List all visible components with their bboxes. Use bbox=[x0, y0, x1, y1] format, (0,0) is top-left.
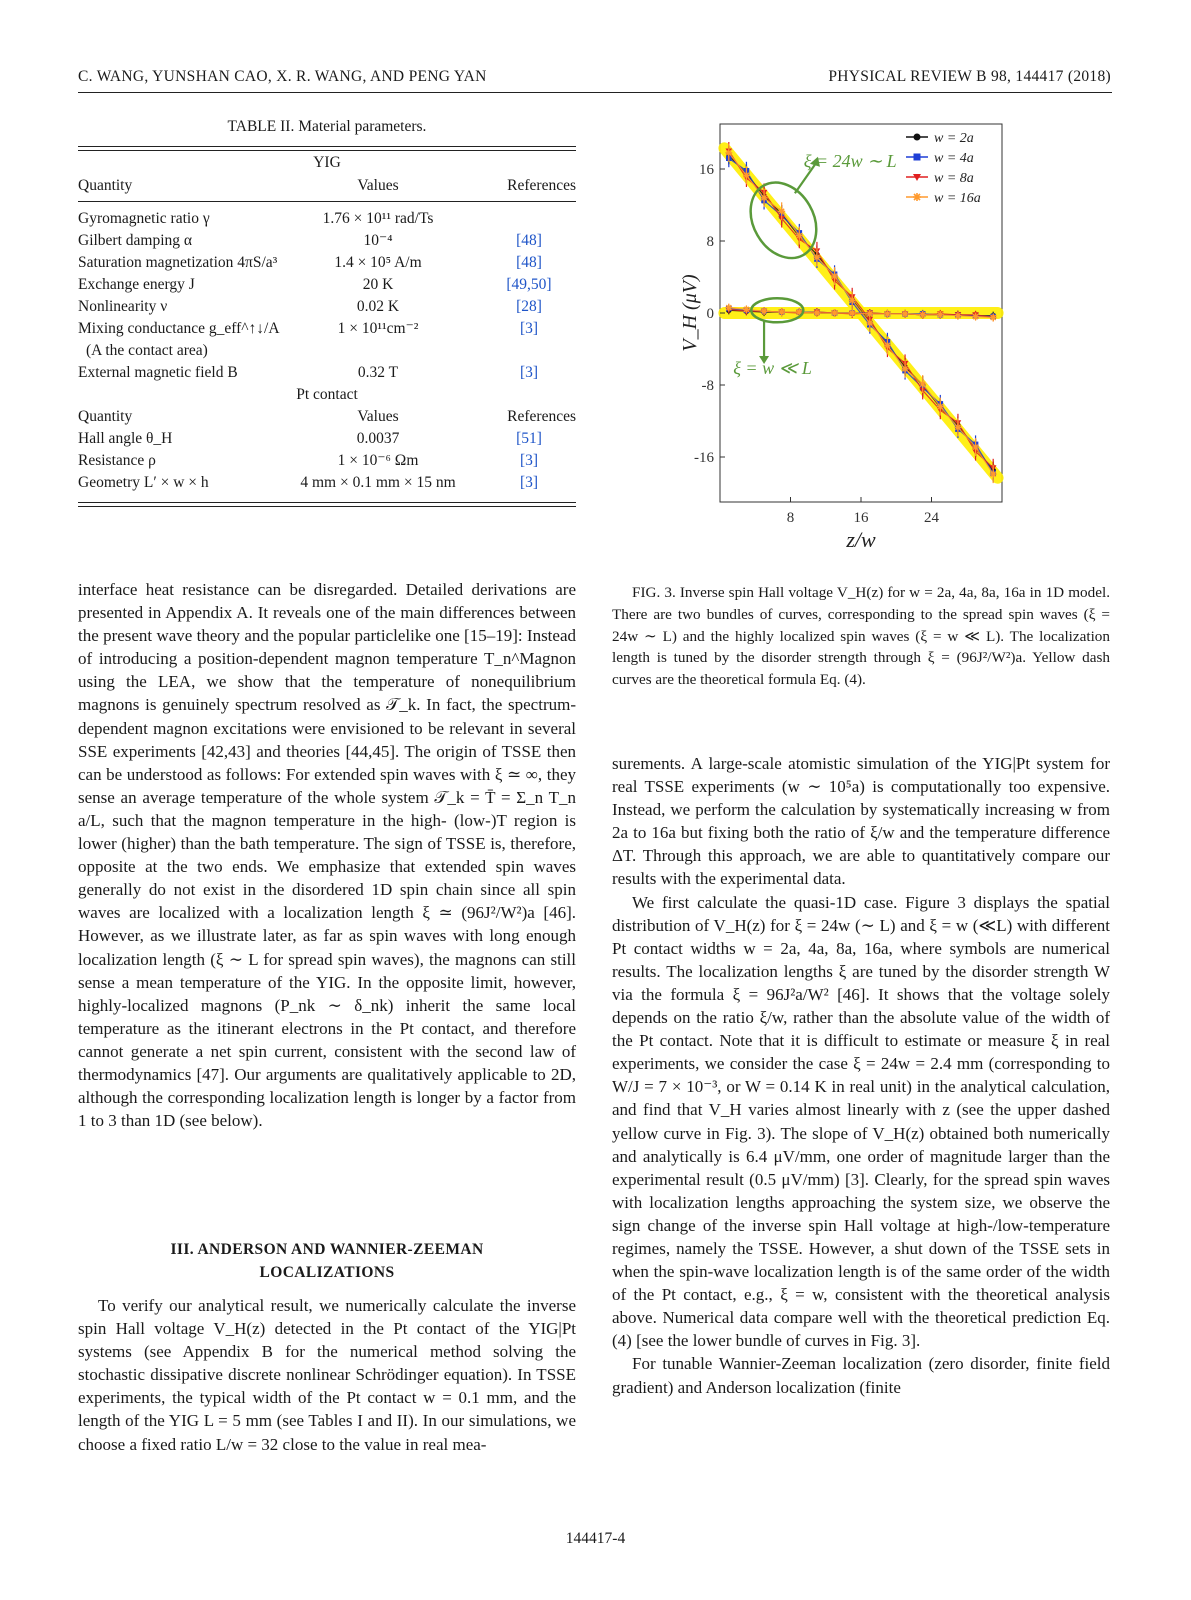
section-heading-line-2: LOCALIZATIONS bbox=[259, 1264, 395, 1281]
data-point bbox=[761, 308, 768, 315]
data-point bbox=[831, 273, 838, 280]
y-axis-label: V_H (μV) bbox=[679, 274, 701, 352]
left-column bbox=[78, 578, 576, 1132]
running-header-authors: C. WANG, YUNSHAN CAO, X. R. WANG, AND PENG YAN bbox=[78, 68, 487, 85]
data-point bbox=[866, 319, 873, 326]
table-section-pt: Pt contact bbox=[296, 386, 358, 403]
cell-value: 10⁻⁴ bbox=[363, 232, 393, 249]
x-tick-label: 8 bbox=[786, 510, 795, 526]
pt-rows bbox=[78, 428, 576, 494]
cell-quantity: (A the contact area) bbox=[86, 342, 208, 359]
data-point bbox=[990, 471, 997, 478]
figure-3-chart bbox=[660, 112, 1120, 562]
right-column bbox=[612, 752, 1110, 1399]
table-header-row-pt bbox=[78, 406, 576, 428]
data-point bbox=[796, 232, 803, 239]
table-bottom-rule bbox=[78, 502, 576, 507]
data-point bbox=[725, 149, 732, 156]
data-point bbox=[972, 313, 979, 320]
data-point bbox=[725, 304, 732, 311]
cell-quantity: Geometry L′ × w × h bbox=[78, 474, 209, 491]
cell-reference[interactable]: [28] bbox=[516, 298, 542, 315]
data-point bbox=[778, 208, 785, 215]
cell-reference[interactable]: [3] bbox=[519, 474, 539, 491]
table-row bbox=[78, 230, 576, 252]
table-title: TABLE II. Material parameters. bbox=[227, 118, 427, 135]
legend-label: w = 16a bbox=[934, 191, 981, 206]
cell-reference[interactable]: [51] bbox=[516, 430, 542, 447]
col-header-values: Values bbox=[357, 177, 399, 194]
col-header-references: References bbox=[507, 177, 576, 194]
legend-label: w = 4a bbox=[934, 151, 974, 166]
data-point bbox=[884, 342, 891, 349]
cell-reference[interactable]: [49,50] bbox=[506, 276, 552, 293]
material-parameters-table bbox=[78, 146, 576, 507]
cell-value: 0.32 T bbox=[357, 364, 399, 381]
legend-label: w = 2a bbox=[934, 131, 974, 146]
legend-marker bbox=[913, 193, 921, 201]
right-paragraph-3: For tunable Wannier-Zeeman localization (zero disorder, finite field gradient) and Anderson localization (finite bbox=[612, 1354, 1110, 1397]
data-point bbox=[866, 310, 873, 317]
cell-value: 1.4 × 10⁵ A/m bbox=[334, 254, 422, 271]
cell-quantity: Gilbert damping α bbox=[78, 232, 193, 249]
cell-quantity: Nonlinearity ν bbox=[78, 298, 168, 315]
data-point bbox=[849, 310, 856, 317]
figure-caption-text: FIG. 3. Inverse spin Hall voltage V_H(z) for w = 2a, 4a, 8a, 16a in 1D model. There are two bundles of curves, corresponding to the spread spin waves (ξ = 24w ∼ L) and the highly localized spin waves (ξ = w ≪ L). The localization length is tuned by the disorder strength through ξ = (96J²/W²)a. Yellow dash curves are the theoretical formula Eq. (4). bbox=[612, 584, 1110, 689]
figure-caption bbox=[612, 582, 1110, 691]
cell-quantity: Resistance ρ bbox=[78, 452, 156, 469]
cell-quantity: Hall angle θ_H bbox=[78, 430, 173, 447]
table-row bbox=[78, 208, 576, 230]
cell-value: 1.76 × 10¹¹ rad/Ts bbox=[322, 210, 434, 227]
col-header-references: References bbox=[507, 408, 576, 425]
cell-quantity: External magnetic field B bbox=[78, 364, 238, 381]
x-tick-label: 16 bbox=[853, 510, 869, 526]
data-point bbox=[831, 310, 838, 317]
data-point bbox=[937, 403, 944, 410]
data-point bbox=[761, 194, 768, 201]
table-row bbox=[78, 362, 576, 384]
data-point bbox=[813, 310, 820, 317]
table-row bbox=[78, 274, 576, 296]
table-row bbox=[78, 340, 576, 362]
data-point bbox=[972, 444, 979, 451]
table-row bbox=[78, 252, 576, 274]
cell-value: 1 × 10¹¹cm⁻² bbox=[337, 320, 419, 337]
table-row bbox=[78, 296, 576, 318]
annotation-label-localized: ξ = w ≪ L bbox=[733, 358, 812, 379]
page-number: 144417-4 bbox=[565, 1530, 626, 1547]
data-point bbox=[884, 310, 891, 317]
right-paragraph-2: We first calculate the quasi-1D case. Figure 3 displays the spatial distribution of V_H(z) for ξ = 24w (∼ L) and ξ = w (≪L) with different Pt contact widths w = 2a, 4a, 8a, 16a, where symbols are numerical results. The localization lengths ξ are tuned by the disorder strength W via the formula ξ = 96J²a/W² [46]. It shows that the voltage solely depends on the ratio ξ/w, rather than the absolute value of the width of the Pt contact. Note that it is difficult to estimate or measure ξ in real experiments, we consider the case ξ = 24w = 2.4 mm (corresponding to W/J = 7 × 10⁻³, or W = 0.14 K in real unit) in the analytical calculation, and find that V_H varies almost linearly with z (see the upper dashed yellow curve in Fig. 3). The slope of V_H(z) obtained both numerically and analytically is 6.4 μV/mm, one order of magnitude larger than the experimental result (0.5 μV/mm) [3]. Clearly, for the spread spin waves with localization lengths approaching the system size, we observe the sign change of the inverse spin Hall voltage at high-/low-temperature regimes, namely the TSSE. However, a shut down of the TSSE sets in when the spin-wave localization length is of the same order of the width of the Pt contact, e.g., ξ = w, consistent with the theoretical analysis above. Numerical data compare well with the theoretical prediction Eq. (4) [see the lower bundle of curves in Fig. 3]. bbox=[612, 892, 1110, 1351]
left-column-lower bbox=[78, 1294, 576, 1456]
cell-quantity: Exchange energy J bbox=[78, 276, 195, 293]
cell-quantity: Mixing conductance g_eff^↑↓/A bbox=[78, 320, 280, 337]
table-row bbox=[78, 428, 576, 450]
data-point bbox=[954, 424, 961, 431]
data-point bbox=[743, 172, 750, 179]
data-point bbox=[954, 312, 961, 319]
cell-value: 20 K bbox=[362, 276, 394, 293]
table-header-row bbox=[78, 175, 576, 197]
table-row bbox=[78, 450, 576, 472]
legend-label: w = 8a bbox=[934, 171, 974, 186]
table-header-rule bbox=[78, 201, 576, 202]
data-point bbox=[990, 314, 997, 321]
data-point bbox=[813, 254, 820, 261]
data-point bbox=[849, 297, 856, 304]
data-point bbox=[743, 306, 750, 313]
annotation-label-spread: ξ = 24w ∼ L bbox=[803, 151, 897, 172]
cell-reference[interactable]: [3] bbox=[519, 452, 539, 469]
running-header-journal: PHYSICAL REVIEW B 98, 144417 (2018) bbox=[828, 68, 1111, 85]
cell-value: 0.0037 bbox=[356, 430, 400, 447]
section-heading-line-1: III. ANDERSON AND WANNIER-ZEEMAN bbox=[170, 1241, 484, 1258]
cell-reference[interactable]: [3] bbox=[519, 320, 539, 337]
y-tick-label: 16 bbox=[699, 162, 714, 178]
y-tick-label: 8 bbox=[706, 234, 714, 250]
col-header-values: Values bbox=[357, 408, 399, 425]
section-heading bbox=[78, 1238, 576, 1284]
cell-quantity: Saturation magnetization 4πS/a³ bbox=[78, 254, 278, 271]
table-section-yig: YIG bbox=[313, 154, 341, 171]
cell-value: 1 × 10⁻⁶ Ωm bbox=[337, 452, 419, 469]
y-tick-label: -8 bbox=[701, 378, 714, 394]
yig-rows bbox=[78, 208, 576, 384]
cell-reference[interactable]: [48] bbox=[516, 232, 542, 249]
cell-value: 4 mm × 0.1 mm × 15 nm bbox=[300, 474, 456, 491]
table-row bbox=[78, 472, 576, 494]
col-header-quantity: Quantity bbox=[78, 177, 133, 194]
data-point bbox=[919, 381, 926, 388]
y-tick-label: 0 bbox=[706, 306, 714, 322]
cell-reference[interactable]: [3] bbox=[519, 364, 539, 381]
legend-marker bbox=[914, 154, 921, 161]
left-paragraph-2: To verify our analytical result, we numerically calculate the inverse spin Hall voltage V_H(z) detected in the Pt contact of the YIG|Pt systems (see Appendix B for the numerical method solving the stochastic dissipative discrete nonlinear Schrödinger equation). In TSSE experiments, the typical width of the Pt contact w = 0.1 mm, and the length of the YIG L = 5 mm (see Tables I and II). In our simulations, we choose a fixed ratio L/w = 32 close to the value in real mea- bbox=[78, 1296, 576, 1454]
table-row bbox=[78, 318, 576, 340]
x-tick-label: 24 bbox=[924, 510, 939, 526]
data-point bbox=[902, 365, 909, 372]
y-tick-label: -16 bbox=[694, 450, 714, 466]
data-point bbox=[902, 310, 909, 317]
data-point bbox=[778, 309, 785, 316]
cell-quantity: Gyromagnetic ratio γ bbox=[78, 210, 210, 227]
cell-reference[interactable]: [48] bbox=[516, 254, 542, 271]
data-point bbox=[937, 311, 944, 318]
col-header-quantity: Quantity bbox=[78, 408, 133, 425]
cell-value: 0.02 K bbox=[356, 298, 400, 315]
data-point bbox=[919, 311, 926, 318]
legend-marker bbox=[914, 134, 921, 141]
header-rule bbox=[78, 92, 1112, 93]
right-paragraph-1: surements. A large-scale atomistic simulation of the YIG|Pt system for real TSSE experiments (w ∼ 10⁵a) is computationally too expensive. Instead, we perform the calculation by systematically increasing w from 2a to 16a but fixing both the ratio of ξ/w and the temperature difference ΔT. Through this approach, we are able to quantitatively compare our results with the experimental data. bbox=[612, 754, 1110, 889]
left-paragraph-1: interface heat resistance can be disregarded. Detailed derivations are presented in Appendix A. It reveals one of the main differences between the present wave theory and the popular particlelike one [15–19]: Instead of introducing a position-dependent magnon temperature T_n^Magnon using the LEA, we show that the temperature of nonequilibrium magnons is genuinely spectrum resolved as 𝒯_k. In fact, the spectrum-dependent magnon excitations were envisioned to be relevant in several SSE experiments [42,43] and theories [44,45]. The origin of TSSE then can be understood as follows: For extended spin waves with ξ ≃ ∞, they sense an average temperature of the whole system 𝒯_k = T̄ = Σ_n T_n a/L, such that the magnon temperature in the high- (low-)T region is lower (higher) than the bath temperature. The sign of TSSE is, therefore, opposite at the two ends. We emphasize that extended spin waves generally do not exist in the disordered 1D spin chain since all spin waves are localized with a localization length ξ ≃ (96J²/W²)a [46]. However, as we illustrate later, as far as spin waves with long enough localization length (ξ ∼ L for spread spin waves), the magnons can still sense a mean temperature of the YIG. In the opposite limit, however, highly-localized magnons (P_nk ∼ δ_nk) inherit the same local temperature as the itinerant electrons in the Pt contact, and therefore cannot generate a net spin current, consistent with the second law of thermodynamics [47]. Our arguments are qualitatively applicable to 2D, although the corresponding localization length is longer by a factor from 1 to 3 than 1D (see below). bbox=[78, 580, 576, 1131]
x-axis-label: z/w bbox=[846, 527, 876, 552]
